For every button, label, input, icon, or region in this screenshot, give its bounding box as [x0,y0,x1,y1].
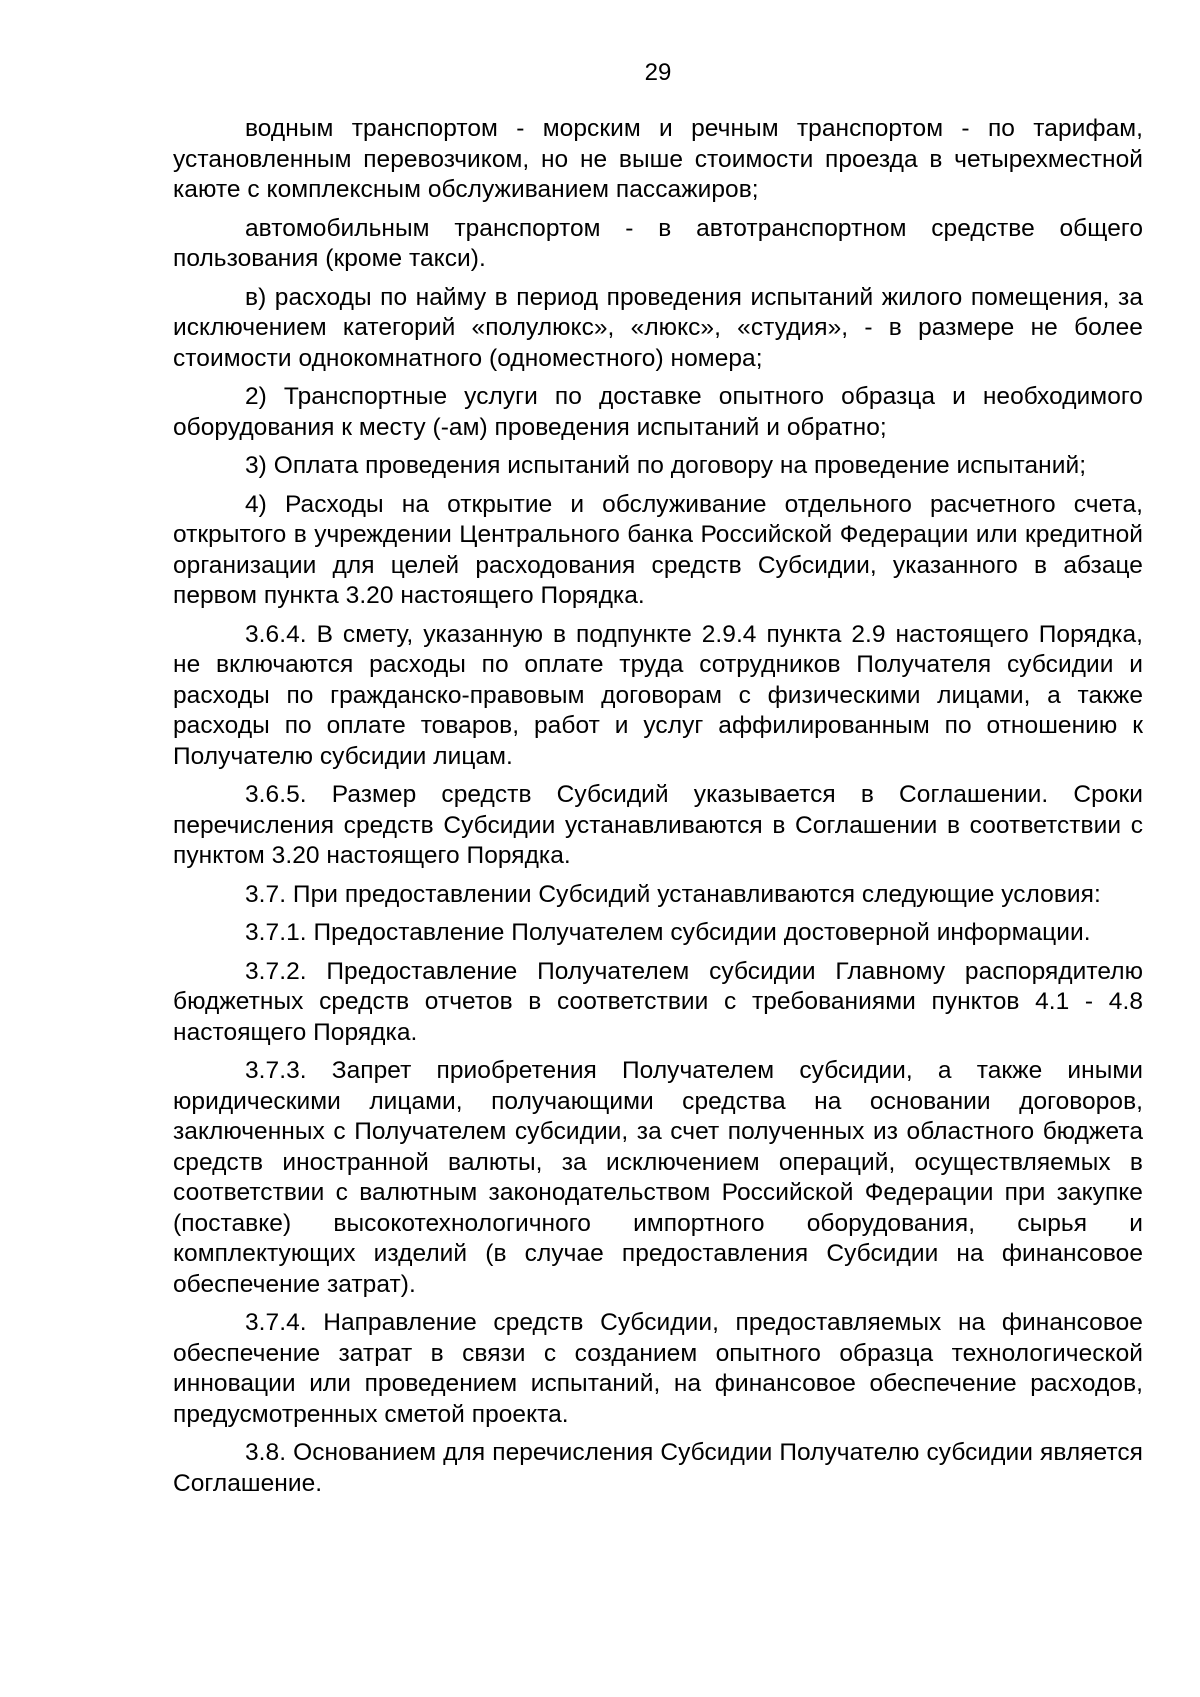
paragraph-item-3: 3) Оплата проведения испытаний по договору на проведение испытаний; [245,452,1087,479]
paragraph-3-6-5: 3.6.5. Размер средств Субсидий указывается в Соглашении. Сроки перечисления средств Субсидии устанавливаются в Соглашении в соответствии с пунктом 3.20 настоящего Порядка. [173,781,1143,869]
paragraph-accommodation: в) расходы по найму в период проведения испытаний жилого помещения, за исключением категорий «полулюкс», «люкс», «студия», - в размере не более стоимости однокомнатного (одноместного) номера; [173,283,1143,372]
document-body [173,114,1143,1507]
paragraph-road-transport: автомобильным транспортом - в автотранспортном средстве общего пользования (кроме такси). [173,214,1143,272]
paragraph-3-7-1: 3.7.1. Предоставление Получателем субсидии достоверной информации. [245,919,1091,946]
paragraph-item-4: 4) Расходы на открытие и обслуживание отдельного расчетного счета, открытого в учреждении Центрального банка Российской Федерации или кредитной организации для целей расходования средств Субсидии, указанного в абзаце первом пункта 3.20 настоящего Порядка. [173,490,1143,609]
paragraph-3-7-3: 3.7.3. Запрет приобретения Получателем субсидии, а также иными юридическими лицами, получающими средства на основании договоров, заключенных с Получателем субсидии, за счет полученных из областного бюджета средств иностранной валюты, за исключением операций, осуществляемых в соответствии с валютным законодательством Российской Федерации при закупке (поставке) высокотехнологичного импортного оборудования, сырья и комплектующих изделий (в случае предоставления Субсидии на финансовое обеспечение затрат). [173,1057,1143,1298]
paragraph-3-8: 3.8. Основанием для перечисления Субсидии Получателю субсидии является Соглашение. [173,1439,1143,1497]
paragraph-item-2: 2) Транспортные услуги по доставке опытного образца и необходимого оборудования к месту (-ам) проведения испытаний и обратно; [173,383,1143,441]
paragraph-3-7-2: 3.7.2. Предоставление Получателем субсидии Главному распорядителю бюджетных средств отчетов в соответствии с требованиями пунктов 4.1 - 4.8 настоящего Порядка. [173,957,1143,1046]
paragraph-water-transport: водным транспортом - морским и речным транспортом - по тарифам, установленным перевозчиком, но не выше стоимости проезда в четырехместной каюте с комплексным обслуживанием пассажиров; [173,115,1143,203]
paragraph-3-7-4: 3.7.4. Направление средств Субсидии, предоставляемых на финансовое обеспечение затрат в связи с созданием опытного образца технологической инновации или проведением испытаний, на финансовое обеспечение расходов, предусмотренных сметой проекта. [173,1309,1143,1428]
paragraph-3-7: 3.7. При предоставлении Субсидий устанавливаются следующие условия: [245,880,1101,908]
document-page [173,0,1143,1697]
paragraph-3-6-4: 3.6.4. В смету, указанную в подпункте 2.9.4 пункта 2.9 настоящего Порядка, не включаются расходы по оплате труда сотрудников Получателя субсидии и расходы по гражданско-правовым договорам с физическими лицами, а также расходы по оплате товаров, работ и услуг аффилированным по отношению к Получателю субсидии лицам. [173,620,1143,770]
page-number: 29 [644,59,672,86]
